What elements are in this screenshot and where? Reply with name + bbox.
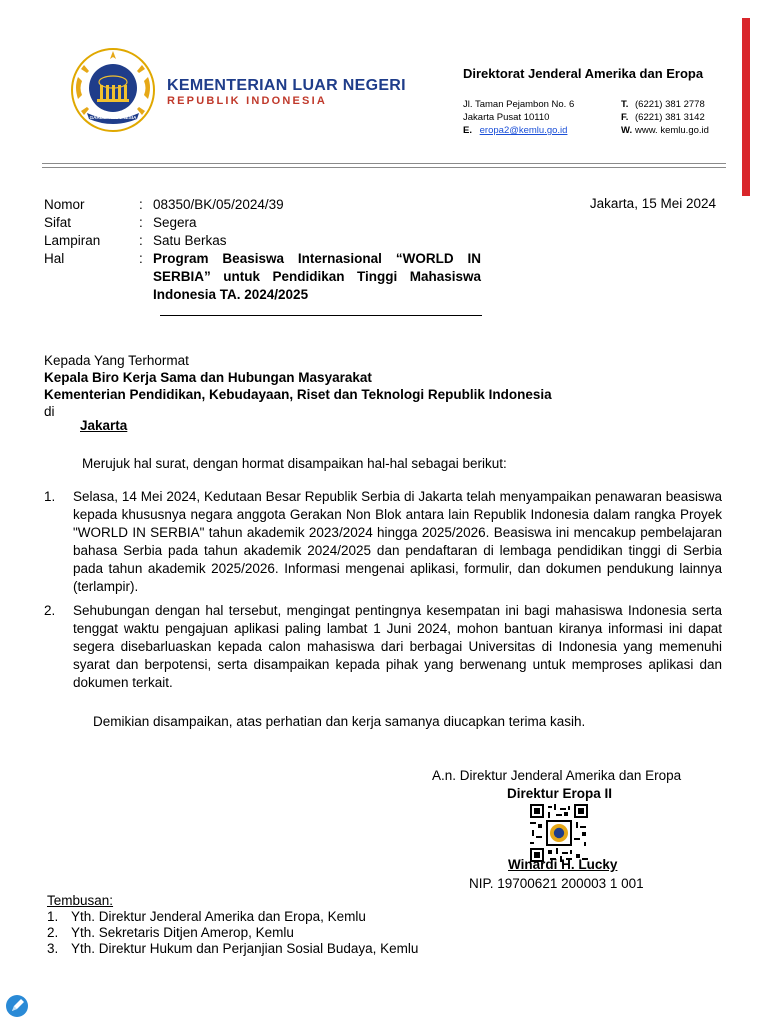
annotate-pen-icon[interactable] <box>5 994 29 1018</box>
address-line: Jl. Taman Pejambon No. 6 <box>463 99 575 110</box>
tembusan-title: Tembusan: <box>47 893 114 908</box>
recipient-line: Kementerian Pendidikan, Kebudayaan, Riset dan Teknologi Republik Indonesia <box>44 387 552 402</box>
accent-bar <box>742 18 750 196</box>
closing-text: Demikian disampaikan, atas perhatian dan kerja samanya diucapkan terima kasih. <box>93 714 586 729</box>
list-item <box>44 602 722 692</box>
ministry-name: KEMENTERIAN LUAR NEGERI <box>167 77 406 94</box>
email-line <box>463 124 574 137</box>
subject-text: Program Beasiswa Internasional “WORLD IN SERBIA” untuk Pendidikan Tinggi Mahasiswa Indonesia TA. 2024/2025 <box>153 251 481 302</box>
meta-row-hal <box>44 250 481 304</box>
cc-number: 3. <box>47 941 59 956</box>
meta-colon: : <box>139 215 143 230</box>
recipient-at: di <box>44 404 55 419</box>
point-text: Sehubungan dengan hal tersebut, mengingat pentingnya kesempatan ini bagi mahasiswa Indonesia serta tenggat waktu pengajuan aplikasi paling lambat 1 Juni 2024, mohon bantuan kiranya informasi ini dapat segera disebarluaskan kepada calon mahasiswa dari berbagai Universitas di Indonesia yang memenuhi syarat dan berpotensi, serta disampaikan kepada pihak yang berwenang untuk memproses aplikasi dan dokumen terkait. <box>73 603 722 690</box>
meta-value: 08350/BK/05/2024/39 <box>153 197 284 212</box>
tembusan-block <box>47 893 418 957</box>
meta-row-nomor <box>44 196 481 214</box>
cc-text: Yth. Direktur Hukum dan Perjanjian Sosial Budaya, Kemlu <box>71 941 419 956</box>
meta-key: Nomor <box>44 197 85 212</box>
recipient-city: Jakarta <box>80 418 128 433</box>
meta-value: Satu Berkas <box>153 233 227 248</box>
directorate-title: Direktorat Jenderal Amerika dan Eropa <box>463 66 704 81</box>
qr-code-icon <box>530 804 588 862</box>
signature-on-behalf: A.n. Direktur Jenderal Amerika dan Eropa <box>432 768 682 783</box>
meta-key: Sifat <box>44 215 72 230</box>
point-number: 2. <box>44 603 56 618</box>
web-link[interactable]: www. kemlu.go.id <box>635 125 709 136</box>
meta-key: Hal <box>44 251 65 266</box>
opening-text: Merujuk hal surat, dengan hormat disampaikan hal-hal sebagai berikut: <box>82 456 507 471</box>
cc-text: Yth. Direktur Jenderal Amerika dan Eropa, Kemlu <box>71 909 366 924</box>
point-text: Selasa, 14 Mei 2024, Kedutaan Besar Republik Serbia di Jakarta telah menyampaikan penawaran beasiswa kepada khususnya negara anggota Gerakan Non Blok antara lain Republik Indonesia dalam rangka Proyek "WORLD IN SERBIA" tahun akademik 2023/2024 hingga 2025/2026. Beasiswa ini mencakup pembelajaran bahasa Serbia pada tahun akademik 2024/2025 dan pendaftaran di lembaga pendidikan tinggi di Serbia pada tahun akademik 2025/2026. Informasi mengenai aplikasi, formulir, dan dokumen pendukung lainnya (terlampir). <box>73 489 722 594</box>
email-link[interactable]: eropa2@kemlu.go.id <box>479 125 568 136</box>
list-item <box>47 909 418 925</box>
svg-text:GARUDA INDONESIA: GARUDA INDONESIA <box>89 115 137 120</box>
signatory-name: Winardi H. Lucky <box>508 857 618 872</box>
address-line: Jakarta Pusat 10110 <box>463 112 550 123</box>
ministry-subtitle: REPUBLIK INDONESIA <box>167 95 327 107</box>
ministry-emblem <box>70 47 156 133</box>
signatory-nip: NIP. 19700621 200003 1 001 <box>469 876 644 891</box>
contact-block <box>621 98 709 137</box>
meta-colon: : <box>139 197 143 212</box>
meta-row-lampiran <box>44 232 481 250</box>
phone-line <box>621 98 709 111</box>
web-line <box>621 124 709 137</box>
letter-date: Jakarta, 15 Mei 2024 <box>589 196 716 211</box>
meta-key: Lampiran <box>44 233 101 248</box>
header-divider <box>42 163 726 164</box>
list-item <box>47 925 418 941</box>
recipient-line: Kepala Biro Kerja Sama dan Hubungan Masyarakat <box>44 370 372 385</box>
cc-number: 1. <box>47 909 59 924</box>
list-item <box>44 488 722 596</box>
fax-label: F. <box>621 112 629 123</box>
cc-text: Yth. Sekretaris Ditjen Amerop, Kemlu <box>71 925 294 940</box>
fax-value: (6221) 381 3142 <box>635 112 705 123</box>
body-points <box>44 488 722 698</box>
meta-colon: : <box>139 251 143 266</box>
list-item <box>47 941 418 957</box>
phone-label: T. <box>621 99 629 110</box>
recipient-block <box>44 352 552 420</box>
letter-meta <box>44 196 481 304</box>
meta-row-sifat <box>44 214 481 232</box>
recipient-greeting: Kepada Yang Terhormat <box>44 353 189 368</box>
address-block <box>463 98 574 137</box>
header-divider <box>42 167 726 168</box>
fax-line <box>621 111 709 124</box>
email-label: E. <box>463 125 472 136</box>
point-number: 1. <box>44 489 56 504</box>
meta-colon: : <box>139 233 143 248</box>
subject-underline <box>160 315 482 316</box>
meta-value: Segera <box>153 215 197 230</box>
web-label: W. <box>621 125 633 136</box>
phone-value: (6221) 381 2778 <box>635 99 705 110</box>
signature-title: Direktur Eropa II <box>507 786 613 801</box>
cc-number: 2. <box>47 925 59 940</box>
